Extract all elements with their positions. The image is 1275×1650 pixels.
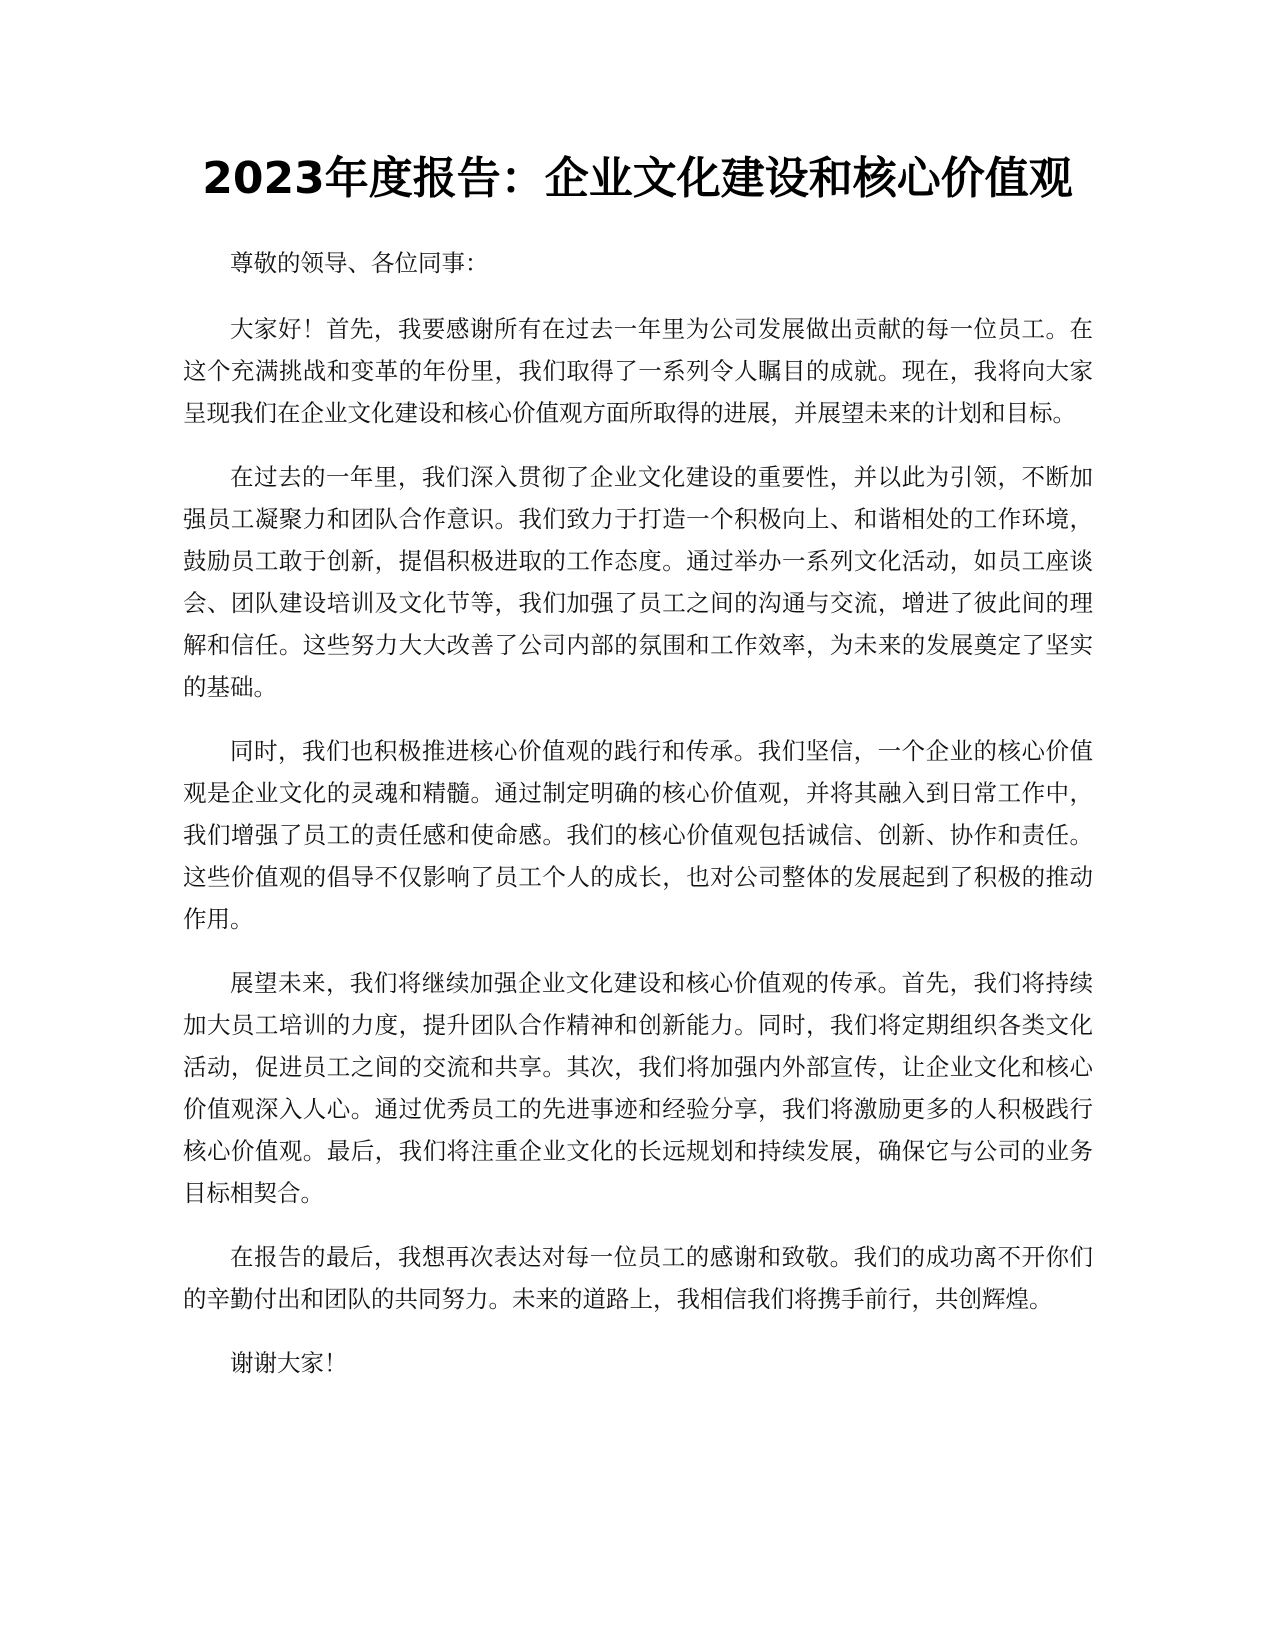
closing-line: 谢谢大家！ [230,1349,348,1377]
paragraph-culture: 在过去的一年里，我们深入贯彻了企业文化建设的重要性，并以此为引领，不断加强员工凝聚力和团队合作意识。我们致力于打造一个积极向上、和谐相处的工作环境，鼓励员工敢于创新，提倡积极进取的工作态度。通过举办一系列文化活动，如员工座谈会、团队建设培训及文化节等，我们加强了员工之间的沟通与交流，增进了彼此间的理解和信任。这些努力大大改善了公司内部的氛围和工作效率，为未来的发展奠定了坚实的基础。 [183,463,1093,701]
paragraph-thanks: 在报告的最后，我想再次表达对每一位员工的感谢和致敬。我们的成功离不开你们的辛勤付出和团队的共同努力。未来的道路上，我相信我们将携手前行，共创辉煌。 [183,1243,1093,1313]
paragraph-intro: 大家好！首先，我要感谢所有在过去一年里为公司发展做出贡献的每一位员工。在这个充满挑战和变革的年份里，我们取得了一系列令人瞩目的成就。现在，我将向大家呈现我们在企业文化建设和核心价值观方面所取得的进展，并展望未来的计划和目标。 [183,315,1093,427]
paragraph-values: 同时，我们也积极推进核心价值观的践行和传承。我们坚信，一个企业的核心价值观是企业文化的灵魂和精髓。通过制定明确的核心价值观，并将其融入到日常工作中，我们增强了员工的责任感和使命感。我们的核心价值观包括诚信、创新、协作和责任。这些价值观的倡导不仅影响了员工个人的成长，也对公司整体的发展起到了积极的推动作用。 [183,737,1093,933]
page-title: 2023年度报告：企业文化建设和核心价值观 [202,153,1073,204]
salutation: 尊敬的领导、各位同事： [230,249,489,277]
paragraph-outlook: 展望未来，我们将继续加强企业文化建设和核心价值观的传承。首先，我们将持续加大员工培训的力度，提升团队合作精神和创新能力。同时，我们将定期组织各类文化活动，促进员工之间的交流和共享。其次，我们将加强内外部宣传，让企业文化和核心价值观深入人心。通过优秀员工的先进事迹和经验分享，我们将激励更多的人积极践行核心价值观。最后，我们将注重企业文化的长远规划和持续发展，确保它与公司的业务目标相契合。 [183,969,1093,1207]
document-body [183,242,1093,1406]
